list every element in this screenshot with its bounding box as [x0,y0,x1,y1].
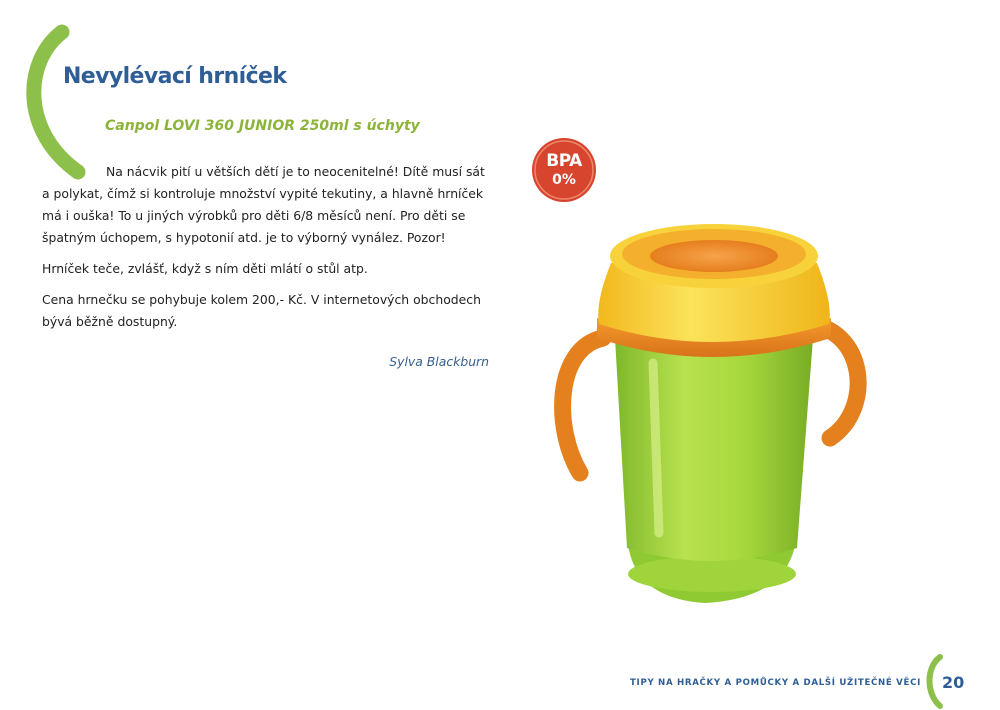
article-body [42,161,490,342]
page-number: 20 [942,673,965,692]
footer-section-label: TIPY NA HRAČKY A POMŮCKY A DALŠÍ UŽITEČNÉ VĚCI [629,678,921,688]
article-subtitle: Canpol LOVI 360 JUNIOR 250ml s úchyty [105,118,420,134]
article-author: Sylva Blackburn [389,354,489,369]
paragraph: Na nácvik pití u větších dětí je to neocenitelné! Dítě musí sát a polykat, čímž si kontroluje množství vypité tekutiny, a hlavně hrníček má i ouška! To u jiných výrobků pro děti 6/8 měsíců není. Pro děti se špatným úchopem, s hypotonií atd. je to výborný vynález. Pozor! [42,164,485,245]
green-bracket-decoration [18,22,108,182]
article-title: Nevylévací hrníček [63,64,287,89]
bpa-badge-label: BPA [546,151,582,171]
paragraph: Cena hrnečku se pohybuje kolem 200,- Kč. V internetových obchodech bývá běžně dostupný. [42,292,481,329]
paragraph: Hrníček teče, zvlášť, když s ním děti mlátí o stůl atp. [42,261,368,276]
bpa-badge-percent: 0% [552,172,576,188]
